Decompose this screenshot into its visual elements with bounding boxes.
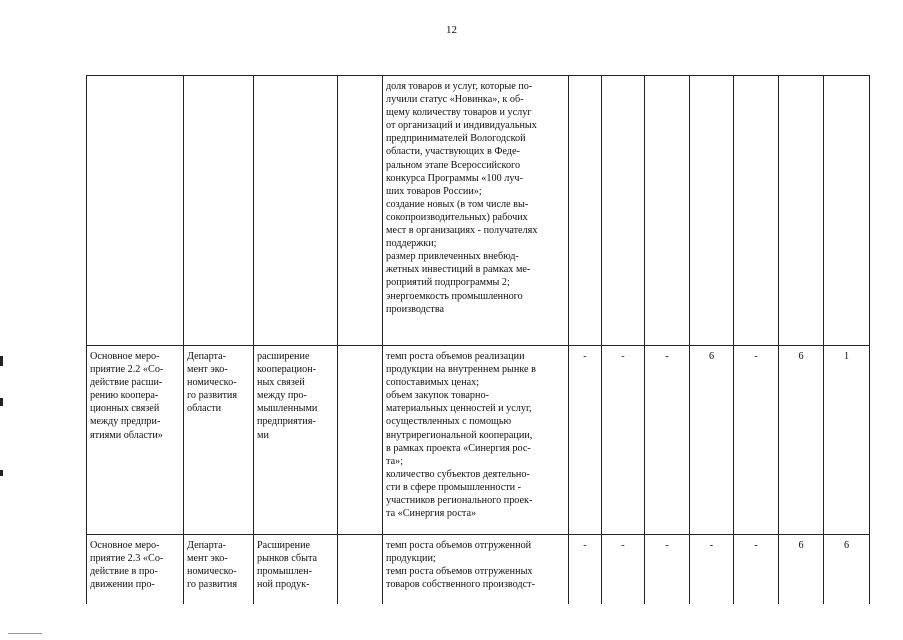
scan-edge-mark <box>0 470 3 476</box>
cell-line: рынков сбыта <box>257 553 318 565</box>
cell-line: между предпри- <box>90 416 161 428</box>
indicators-cell <box>383 535 569 615</box>
cell-line: от организаций и индивидуальных <box>386 120 537 132</box>
cell-line: номическо- <box>187 566 237 578</box>
cell-line: ших товаров России»; <box>386 185 482 197</box>
cell-line: поддержки; <box>386 238 437 250</box>
value-cell: - <box>602 535 645 615</box>
cell-line: приятие 2.2 «Со- <box>90 364 164 376</box>
executor-cell <box>184 76 254 346</box>
cell-line: продукции; <box>386 553 436 565</box>
cell-line: лучили статус «Новинка», к об- <box>386 94 524 106</box>
blank-cell <box>338 346 383 535</box>
cell-line: темп роста объемов отгруженной <box>386 540 532 551</box>
cell-line: между про- <box>257 390 307 402</box>
executor-cell <box>184 346 254 535</box>
cell-line: ми <box>257 429 269 441</box>
value-cell: 6 <box>824 535 870 615</box>
cell-line: действие в про- <box>90 566 158 578</box>
table-row <box>87 76 870 346</box>
cell-line: ционных связей <box>90 403 160 415</box>
event-cell <box>87 346 184 535</box>
cell-line: товаров собственного производст- <box>386 579 535 591</box>
cell-line: сокопроизводительных) рабочих <box>386 211 528 223</box>
value-cell: - <box>569 346 602 535</box>
scan-edge-mark <box>0 398 3 406</box>
cell-line: расширение <box>257 351 310 362</box>
cell-line: та «Синергия роста» <box>386 508 477 520</box>
cell-line: области, участвующих в Феде- <box>386 146 520 158</box>
cell-line: Расширение <box>257 540 311 551</box>
cell-line: конкурса Программы «100 луч- <box>386 172 523 184</box>
value-cell: - <box>645 346 690 535</box>
cell-line: щему количеству товаров и услуг <box>386 107 532 119</box>
cell-line: ральном этапе Всероссийского <box>386 159 521 171</box>
cell-line: ятиями области» <box>90 429 163 441</box>
cell-line: го развития <box>187 390 238 402</box>
cell-line: мест в организациях - получателях <box>386 225 538 237</box>
value-cell: - <box>645 535 690 615</box>
executor-cell <box>184 535 254 615</box>
cell-line: промышлен- <box>257 566 313 578</box>
value-cell <box>824 76 870 346</box>
value-cell: 6 <box>779 346 824 535</box>
cell-line: го развития <box>187 579 238 591</box>
indicators-cell <box>383 76 569 346</box>
cell-line: мышленными <box>257 403 318 415</box>
cell-line: кооперацион- <box>257 364 317 376</box>
cell-line: внутрирегиональной кооперации, <box>386 429 533 441</box>
result-cell <box>254 76 338 346</box>
cell-line: создание новых (в том числе вы- <box>386 198 529 210</box>
cell-line: объем закупок товарно- <box>386 390 489 402</box>
table-row <box>87 346 870 535</box>
cell-line: материальных ценностей и услуг, <box>386 403 532 415</box>
table-row <box>87 535 870 615</box>
cell-line: рению коопера- <box>90 390 159 402</box>
cell-line: та»; <box>386 455 404 467</box>
blank-cell <box>338 76 383 346</box>
value-cell: - <box>690 535 734 615</box>
cell-line: сти в сфере промышленности - <box>386 481 522 493</box>
indicators-cell <box>383 346 569 535</box>
value-cell: - <box>569 535 602 615</box>
cell-line: мент эко- <box>187 553 228 565</box>
page-number: 12 <box>446 24 457 36</box>
cell-line: предприятия- <box>257 416 316 428</box>
cell-line: осуществленных с помощью <box>386 416 512 428</box>
result-cell <box>254 535 338 615</box>
cell-line: предпринимателей Вологодской <box>386 133 526 145</box>
event-cell <box>87 535 184 615</box>
cell-line: жетных инвестиций в рамках ме- <box>386 264 531 276</box>
cell-line: энергоемкость промышленного <box>386 290 523 302</box>
cell-line: ной продук- <box>257 579 310 591</box>
cell-line: в рамках проекта «Синергия рос- <box>386 442 531 454</box>
blank-cell <box>338 535 383 615</box>
cell-line: приятие 2.3 «Со- <box>90 553 164 565</box>
cell-line: количество субъектов деятельно- <box>386 468 530 480</box>
cell-line: Основное меро- <box>90 540 160 551</box>
cell-line: темп роста объемов отгруженных <box>386 566 533 578</box>
cell-line: участников регионального проек- <box>386 495 533 507</box>
page-bottom-cut <box>0 604 903 640</box>
cell-line: размер привлеченных внебюд- <box>386 251 519 263</box>
cell-line: мент эко- <box>187 364 228 376</box>
cell-line: сопоставимых ценах; <box>386 377 480 389</box>
cell-line: производства <box>386 303 445 315</box>
value-cell <box>690 76 734 346</box>
cell-line: Департа- <box>187 540 227 551</box>
cell-line: области <box>187 403 222 415</box>
cell-line: номическо- <box>187 377 237 389</box>
cell-line: роприятий подпрограммы 2; <box>386 277 510 289</box>
cell-line: темп роста объемов реализации <box>386 351 525 362</box>
value-cell: - <box>602 346 645 535</box>
cell-line: Департа- <box>187 351 227 362</box>
value-cell: - <box>734 535 779 615</box>
footer-line <box>8 633 42 634</box>
value-cell <box>779 76 824 346</box>
cell-line: ных связей <box>257 377 305 389</box>
cell-line: движении про- <box>90 579 155 591</box>
value-cell: 6 <box>690 346 734 535</box>
value-cell <box>602 76 645 346</box>
data-table <box>86 75 870 615</box>
cell-line: продукции на внутреннем рынке в <box>386 364 536 376</box>
result-cell <box>254 346 338 535</box>
event-cell <box>87 76 184 346</box>
value-cell <box>569 76 602 346</box>
value-cell: 1 <box>824 346 870 535</box>
cell-line: доля товаров и услуг, которые по- <box>386 81 533 92</box>
cell-line: Основное меро- <box>90 351 160 362</box>
scan-edge-mark <box>0 356 3 366</box>
cell-line: действие расши- <box>90 377 163 389</box>
value-cell: 6 <box>779 535 824 615</box>
value-cell: - <box>734 346 779 535</box>
value-cell <box>645 76 690 346</box>
value-cell <box>734 76 779 346</box>
